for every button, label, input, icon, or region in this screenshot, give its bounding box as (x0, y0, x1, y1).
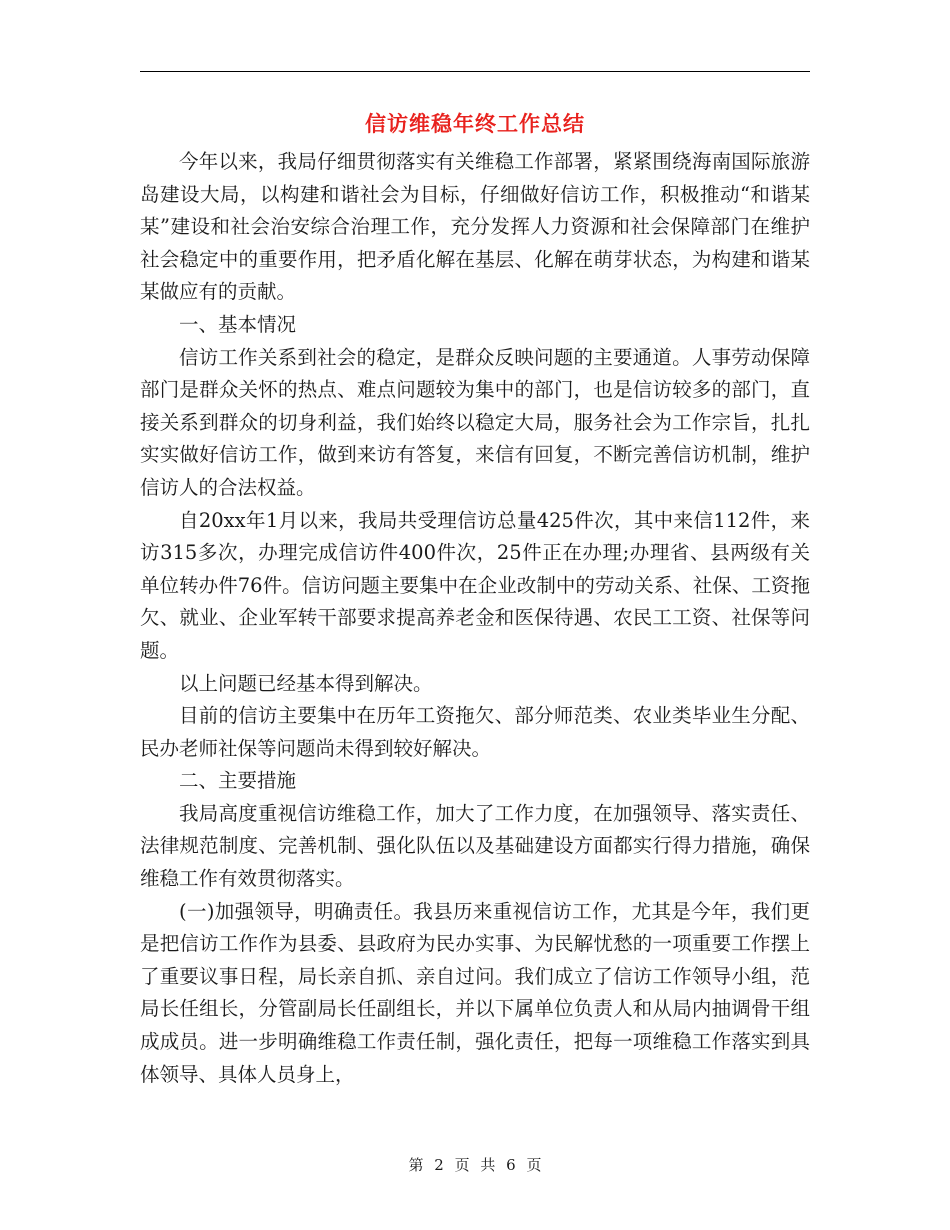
document-title: 信访维稳年终工作总结 (365, 111, 585, 136)
paragraph-leadership: (一)加强领导，明确责任。我县历来重视信访工作，尤其是今年，我们更是把信访工作作为县委、县政府为民办实事、为民解忧愁的一项重要工作摆上了重要议事日程，局长亲自抓、亲自过问。我们成立了信访工作领导小组，范局长任组长，分管副局长任副组长，并以下属单位负责人和从局内抽调骨干组成成员。进一步明确维稳工作责任制，强化责任，把每一项维稳工作落实到具体领导、具体人员身上， (140, 899, 810, 1086)
paragraph-measures-overview: 我局高度重视信访维稳工作，加大了工作力度，在加强领导、落实责任、法律规范制度、完善机制、强化队伍以及基础建设方面都实行得力措施，确保维稳工作有效贯彻落实。 (140, 801, 810, 891)
document-body (140, 146, 810, 1091)
section-heading-main-measures: 二、主要措施 (179, 769, 297, 793)
paragraph-statistics: 自20xx年1月以来，我局共受理信访总量425件次，其中来信112件，来访315多次，办理完成信访件400件次，25件正在办理;办理省、县两级有关单位转办件76件。信访问题主要集中在企业改制中的劳动关系、社保、工资拖欠、就业、企业军转干部要求提高养老金和医保待遇、农民工工资、社保等问题。 (140, 508, 810, 662)
header-rule (140, 71, 810, 72)
paragraph-resolved: 以上问题已经基本得到解决。 (179, 671, 433, 695)
page-footer: 第 2 页 共 6 页 (408, 1156, 542, 1174)
paragraph-outstanding: 目前的信访主要集中在历年工资拖欠、部分师范类、农业类毕业生分配、民办老师社保等问题尚未得到较好解决。 (140, 704, 810, 760)
section-heading-basic-situation: 一、基本情况 (179, 312, 297, 336)
paragraph-intro: 今年以来，我局仔细贯彻落实有关维稳工作部署，紧紧围绕海南国际旅游岛建设大局，以构建和谐社会为目标，仔细做好信访工作，积极推动“和谐某某”建设和社会治安综合治理工作，充分发挥人力资源和社会保障部门在维护社会稳定中的重要作用，把矛盾化解在基层、化解在萌芽状态，为构建和谐某某做应有的贡献。 (140, 150, 810, 304)
paragraph-basic-situation: 信访工作关系到社会的稳定，是群众反映问题的主要通道。人事劳动保障部门是群众关怀的热点、难点问题较为集中的部门，也是信访较多的部门，直接关系到群众的切身利益，我们始终以稳定大局，服务社会为工作宗旨，扎扎实实做好信访工作，做到来访有答复，来信有回复，不断完善信访机制，维护信访人的合法权益。 (140, 345, 810, 499)
